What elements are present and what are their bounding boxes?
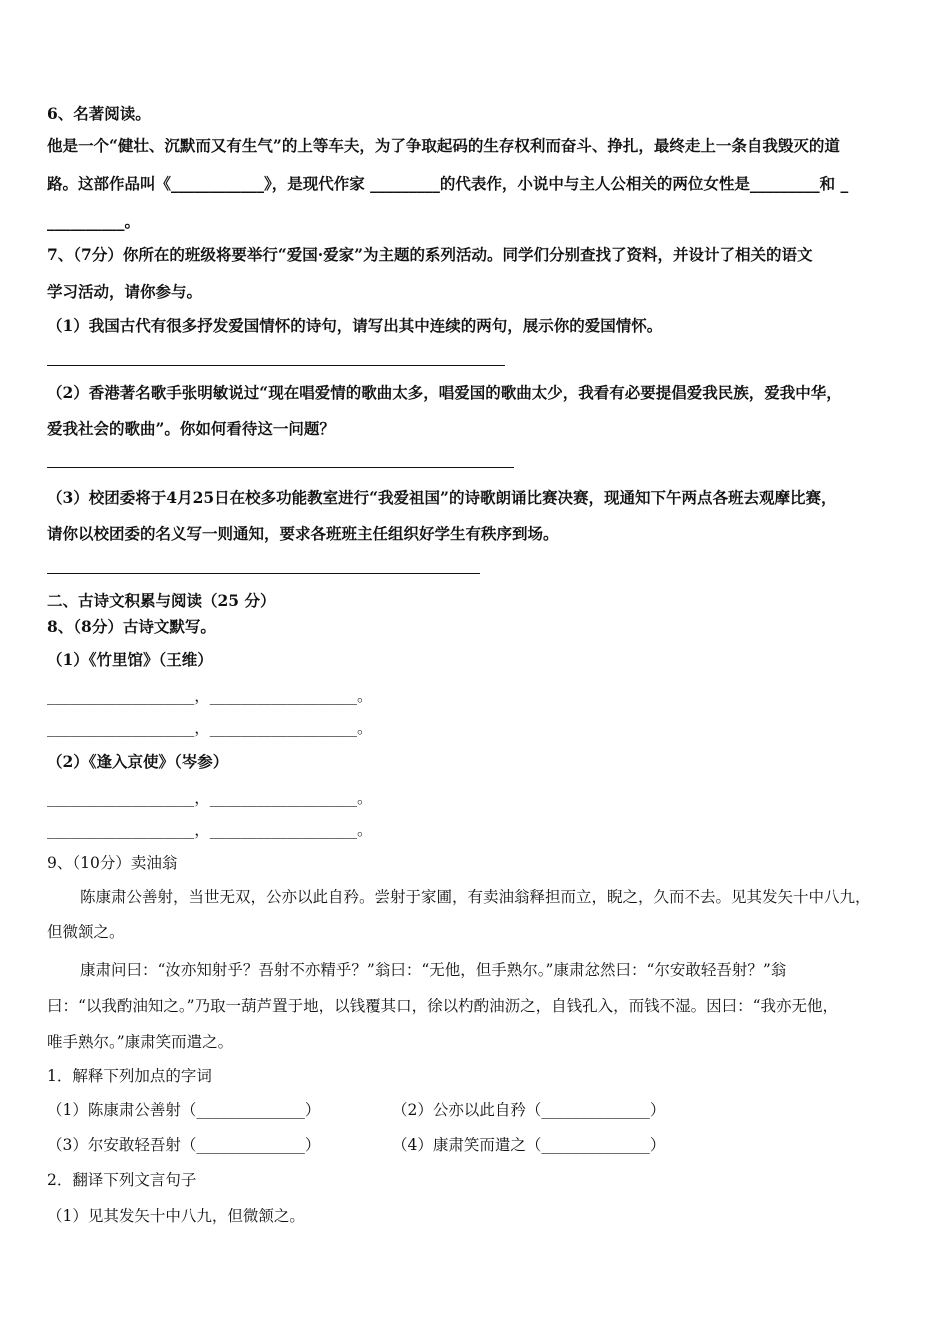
q8-poem2-blank-row-2[interactable]: ___________________，___________________。	[47, 821, 373, 839]
q8-poem2-blank-row-1[interactable]: ___________________，___________________。	[47, 789, 373, 807]
q9-passage-p1-line2: 但微颔之。	[47, 923, 125, 941]
q7-text-line2: 学习活动，请你参与。	[47, 282, 203, 301]
q9-passage-p2-line2: 曰：“以我酌油知之。”乃取一葫芦置于地，以钱覆其口，徐以杓酌油沥之，自钱孔入，而钱不湿。因曰：“我亦无他，	[47, 997, 839, 1015]
q7-answer-line-1[interactable]	[47, 365, 505, 366]
q7-sub3-line1: （3）校团委将于4月25日在校多功能教室进行“我爱祖国”的诗歌朗诵比赛决赛，现通知下午两点各班去观摩比赛，	[47, 488, 837, 507]
q7-answer-line-2[interactable]	[47, 467, 514, 468]
q9-task1-title: 1．解释下列加点的字词	[47, 1067, 212, 1085]
q8-poem2-title: （2）《逢入京使》（岑参）	[47, 752, 229, 771]
q6-text-line3: __________。	[47, 212, 141, 231]
q9-passage-p2-line1: 康肃问曰：“汝亦知射乎？吾射不亦精乎？”翁曰：“无他，但手熟尔。”康肃忿然曰：“尔安敢轻吾射？”翁	[80, 961, 787, 979]
q9-translate-1: （1）见其发矢十中八九，但微颔之。	[47, 1207, 305, 1225]
q7-sub1: （1）我国古代有很多抒发爱国情怀的诗句，请写出其中连续的两句，展示你的爱国情怀。	[47, 316, 663, 335]
q7-sub2-line1: （2）香港著名歌手张明敏说过“现在唱爱情的歌曲太多，唱爱国的歌曲太少，我看有必要提倡爱我民族，爱我中华，	[47, 383, 842, 402]
q7-sub2-line2: 爱我社会的歌曲”。你如何看待这一问题？	[47, 419, 335, 438]
q9-word-1[interactable]: （1）陈康肃公善射（______________）	[47, 1101, 321, 1119]
q7-answer-line-3[interactable]	[47, 573, 480, 574]
q9-word-3[interactable]: （3）尔安敢轻吾射（______________）	[47, 1136, 321, 1154]
q9-passage-p2-line3: 唯手熟尔。”康肃笑而遣之。	[47, 1033, 234, 1051]
section2-title: 二、古诗文积累与阅读（25 分）	[47, 591, 276, 610]
q8-poem1-title: （1）《竹里馆》（王维）	[47, 650, 213, 669]
q6-text-line2: 路。这部作品叫《____________》，是现代作家 _________的代表作，小说中与主人公相关的两位女性是_________和 _	[47, 174, 849, 193]
q7-text-line1: 7、（7分）你所在的班级将要举行“爱国·爱家”为主题的系列活动。同学们分别查找了资料，并设计了相关的语文	[47, 245, 813, 264]
q9-passage-p1-line1: 陈康肃公善射，当世无双，公亦以此自矜。尝射于家圃，有卖油翁释担而立，睨之，久而不去。见其发矢十中八九，	[80, 888, 871, 906]
q9-title: 9、（10分）卖油翁	[47, 854, 178, 872]
q8-poem1-blank-row-2[interactable]: ___________________，___________________。	[47, 719, 373, 737]
q6-text-line1: 他是一个“健壮、沉默而又有生气”的上等车夫，为了争取起码的生存权利而奋斗、挣扎，最终走上一条自我毁灭的道	[47, 136, 840, 155]
q9-word-4[interactable]: （4）康肃笑而遣之（______________）	[392, 1136, 666, 1154]
q8-title: 8、（8分）古诗文默写。	[47, 617, 216, 636]
q7-sub3-line2: 请你以校团委的名义写一则通知，要求各班班主任组织好学生有秩序到场。	[47, 524, 559, 543]
q8-poem1-blank-row-1[interactable]: ___________________，___________________。	[47, 687, 373, 705]
q9-task2-title: 2．翻译下列文言句子	[47, 1171, 197, 1189]
q9-word-2[interactable]: （2）公亦以此自矜（______________）	[392, 1101, 666, 1119]
q6-title: 6、名著阅读。	[47, 104, 151, 123]
